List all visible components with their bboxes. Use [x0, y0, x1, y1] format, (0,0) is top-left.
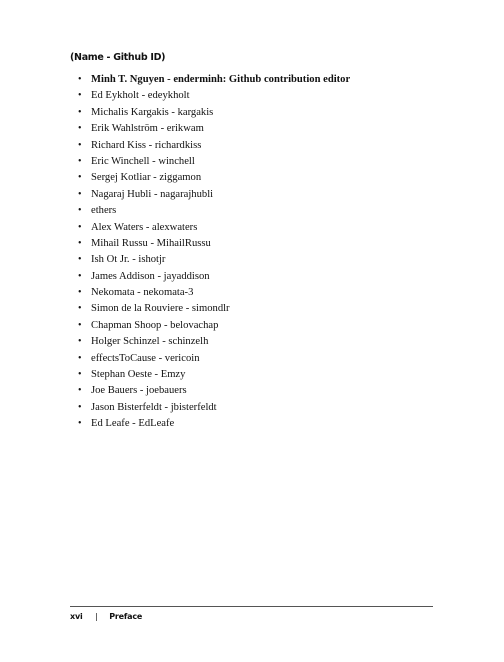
- bullet-icon: •: [78, 237, 82, 249]
- list-heading: (Name - Github ID): [70, 52, 166, 63]
- bullet-icon: •: [78, 270, 82, 282]
- contributor-item: [78, 351, 350, 367]
- contributor-item: [78, 187, 350, 203]
- contributor-item: [78, 334, 350, 350]
- bullet-icon: •: [78, 352, 82, 364]
- bullet-icon: •: [78, 188, 82, 200]
- contributor-text: Nekomata - nekomata-3: [91, 287, 194, 299]
- contributor-item: [78, 138, 350, 154]
- contributor-text: Minh T. Nguyen - enderminh: Github contribution editor: [91, 74, 351, 85]
- page-number: xvi: [70, 612, 83, 621]
- bullet-icon: •: [78, 205, 82, 217]
- footer-divider: [70, 606, 433, 607]
- bullet-icon: •: [78, 123, 82, 135]
- contributor-item: [78, 400, 350, 416]
- page-footer: [70, 612, 142, 621]
- contributor-item: [78, 220, 350, 236]
- bullet-icon: •: [78, 418, 82, 430]
- contributor-item: [78, 301, 350, 317]
- bullet-icon: •: [78, 106, 82, 118]
- contributor-item: [78, 72, 350, 88]
- contributor-text: Michalis Kargakis - kargakis: [91, 106, 214, 118]
- bullet-icon: •: [78, 336, 82, 348]
- bullet-icon: •: [78, 74, 82, 85]
- contributor-text: Mihail Russu - MihailRussu: [91, 237, 211, 249]
- contributor-list: [78, 72, 350, 433]
- contributor-item: [78, 105, 350, 121]
- contributor-text: Chapman Shoop - belovachap: [91, 319, 219, 331]
- bullet-icon: •: [78, 139, 82, 151]
- bullet-icon: •: [78, 303, 82, 315]
- contributor-item: [78, 154, 350, 170]
- contributor-item: [78, 88, 350, 104]
- contributor-text: Richard Kiss - richardkiss: [91, 139, 202, 151]
- contributor-item: [78, 203, 350, 219]
- contributor-text: Simon de la Rouviere - simondlr: [91, 303, 230, 315]
- bullet-icon: •: [78, 155, 82, 167]
- bullet-icon: •: [78, 172, 82, 184]
- bullet-icon: •: [78, 369, 82, 381]
- contributor-text: Alex Waters - alexwaters: [91, 221, 198, 233]
- contributor-text: Eric Winchell - winchell: [91, 155, 195, 167]
- bullet-icon: •: [78, 287, 82, 299]
- contributor-text: Erik Wahlström - erikwam: [91, 123, 204, 135]
- contributor-item: [78, 416, 350, 432]
- section-title: Preface: [109, 612, 143, 621]
- contributor-item: [78, 383, 350, 399]
- bullet-icon: •: [78, 385, 82, 397]
- contributor-text: Nagaraj Hubli - nagarajhubli: [91, 188, 214, 200]
- bullet-icon: •: [78, 319, 82, 331]
- contributor-text: Ish Ot Jr. - ishotjr: [91, 254, 166, 266]
- contributor-item: [78, 269, 350, 285]
- contributor-item: [78, 285, 350, 301]
- bullet-icon: •: [78, 90, 82, 102]
- contributor-item: [78, 318, 350, 334]
- contributor-text: Holger Schinzel - schinzelh: [91, 336, 209, 348]
- bullet-icon: •: [78, 254, 82, 266]
- contributor-item: [78, 121, 350, 137]
- contributor-item: [78, 252, 350, 268]
- contributor-text: Ed Leafe - EdLeafe: [91, 418, 175, 430]
- contributor-item: [78, 236, 350, 252]
- contributor-text: Stephan Oeste - Emzy: [91, 369, 186, 381]
- contributor-text: effectsToCause - vericoin: [91, 352, 200, 364]
- contributor-text: ethers: [91, 205, 117, 217]
- bullet-icon: •: [78, 221, 82, 233]
- contributor-item: [78, 170, 350, 186]
- contributor-text: Joe Bauers - joebauers: [91, 385, 187, 397]
- contributor-text: Sergej Kotliar - ziggamon: [91, 172, 202, 184]
- bullet-icon: •: [78, 401, 82, 413]
- contributor-text: James Addison - jayaddison: [91, 270, 210, 282]
- contributor-text: Ed Eykholt - edeykholt: [91, 90, 190, 102]
- contributor-item: [78, 367, 350, 383]
- contributor-text: Jason Bisterfeldt - jbisterfeldt: [91, 401, 217, 413]
- footer-separator: |: [95, 612, 98, 621]
